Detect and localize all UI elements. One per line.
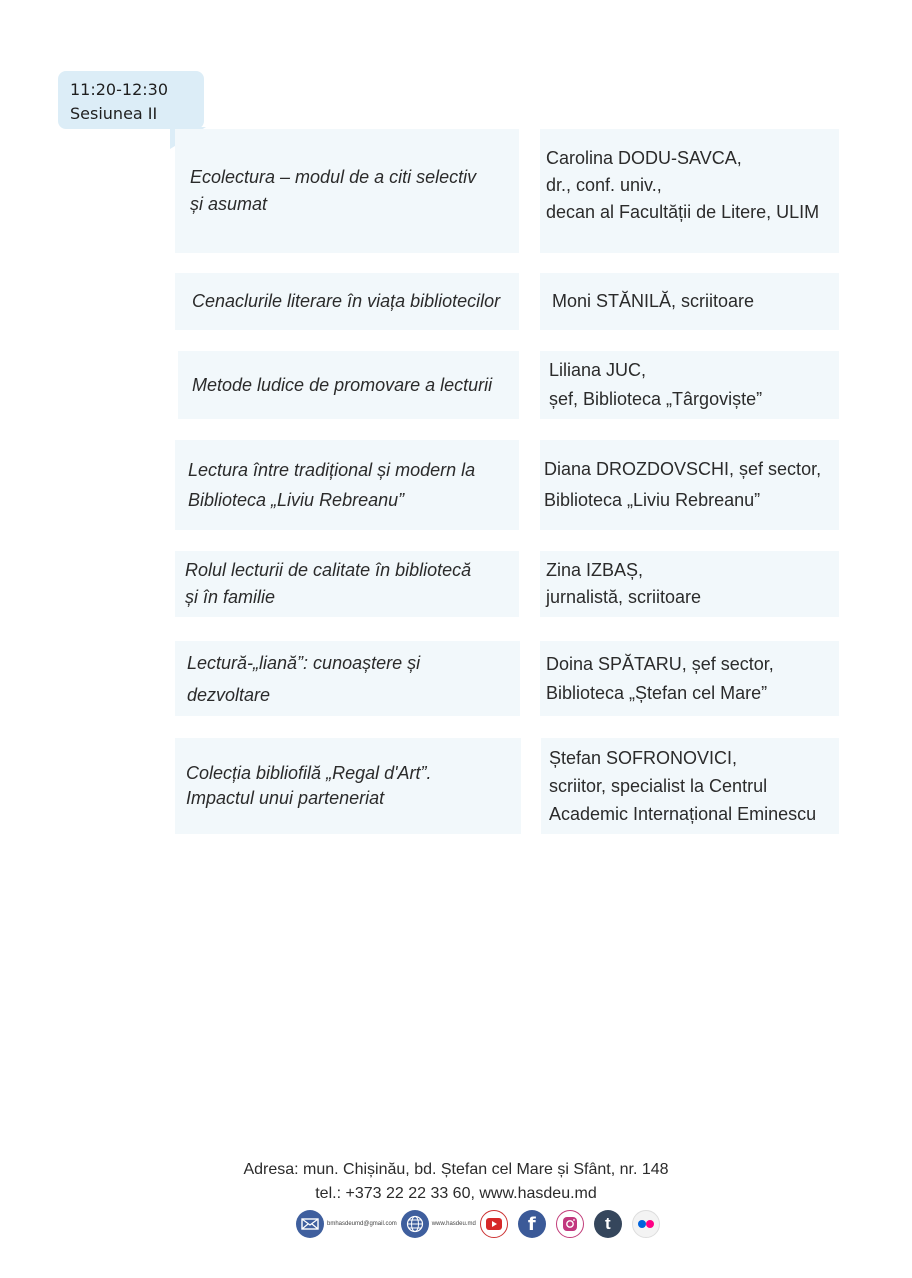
topic-cell: Ecolectura – modul de a citi selectiv și asumat — [175, 129, 519, 253]
youtube-icon[interactable] — [480, 1210, 508, 1238]
topic-cell: Rolul lecturii de calitate în bibliotecă și în familie — [175, 551, 519, 617]
speaker-cell: Moni STĂNILĂ, scriitoare — [540, 273, 839, 330]
speaker-cell: Liliana JUC, șef, Biblioteca „Târgoviște” — [540, 351, 839, 419]
speaker-cell: Carolina DODU-SAVCA, dr., conf. univ., decan al Facultății de Litere, ULIM — [540, 129, 839, 253]
speaker-cell: Diana DROZDOVSCHI, șef sector, Biblioteca „Liviu Rebreanu” — [540, 440, 839, 530]
speaker-cell: Ștefan SOFRONOVICI, scriitor, specialist la Centrul Academic Internațional Eminescu — [541, 738, 839, 834]
social-icons — [296, 1209, 660, 1239]
footer-contact: tel.: +373 22 22 33 60, www.hasdeu.md — [315, 1185, 597, 1202]
web-icon[interactable] — [401, 1210, 429, 1238]
session-time: 11:20-12:30 — [70, 80, 168, 99]
topic-cell: Lectură-„liană”: cunoaștere și dezvoltare — [175, 641, 520, 716]
email-text[interactable]: bmhasdeumd@gmail.com — [327, 1221, 397, 1227]
web-text[interactable]: www.hasdeu.md — [431, 1221, 476, 1227]
instagram-icon[interactable] — [556, 1210, 584, 1238]
topic-cell: Cenaclurile literare în viața bibliotecilor — [175, 273, 519, 330]
email-icon[interactable] — [296, 1210, 324, 1238]
topic-cell: Lectura între tradițional și modern la Biblioteca „Liviu Rebreanu” — [175, 440, 519, 530]
topic-cell: Metode ludice de promovare a lecturii — [178, 351, 519, 419]
session-name: Sesiunea II — [70, 104, 158, 123]
facebook-icon[interactable]: f — [518, 1210, 546, 1238]
session-bubble — [58, 71, 204, 129]
footer-address: Adresa: mun. Chișinău, bd. Ștefan cel Mare și Sfânt, nr. 148 — [243, 1161, 669, 1178]
topic-cell: Colecția bibliofilă „Regal d'Art”. Impactul unui parteneriat — [175, 738, 521, 834]
speaker-cell: Zina IZBAȘ, jurnalistă, scriitoare — [540, 551, 839, 617]
flickr-icon[interactable] — [632, 1210, 660, 1238]
tumblr-icon[interactable]: t — [594, 1210, 622, 1238]
speaker-cell: Doina SPĂTARU, șef sector, Biblioteca „Ștefan cel Mare” — [540, 641, 839, 716]
